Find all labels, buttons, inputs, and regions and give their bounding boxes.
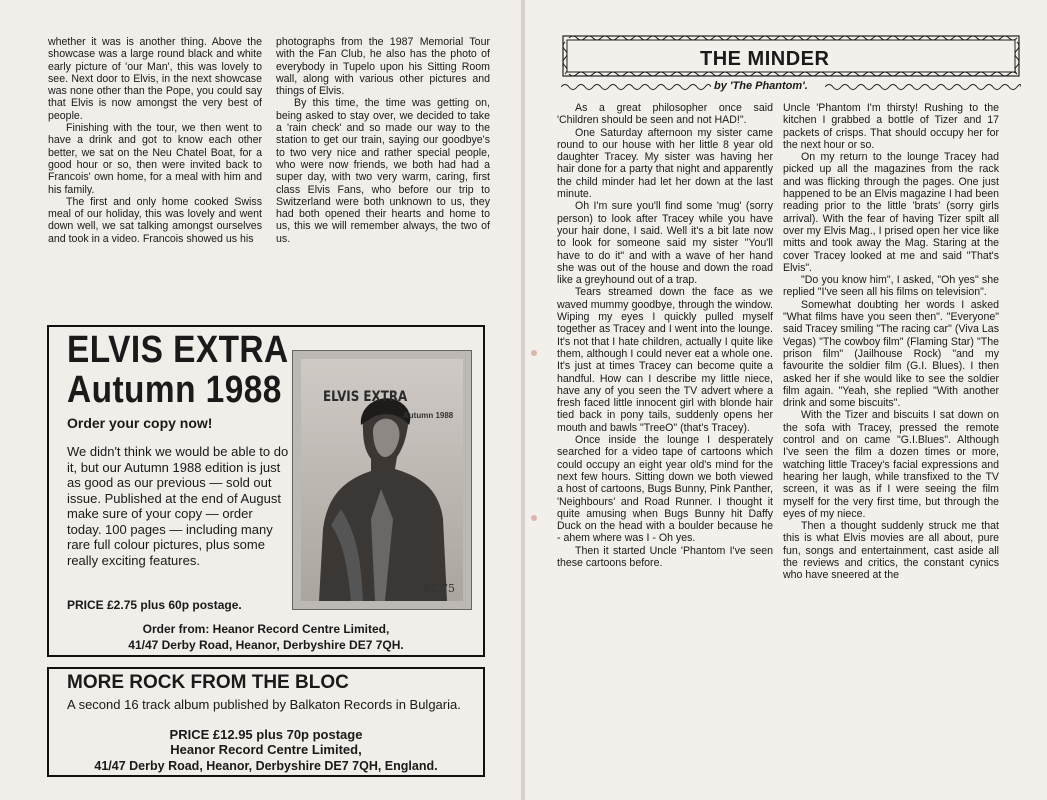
bloc-advert [47, 667, 485, 777]
elvis-extra-advert [47, 325, 485, 657]
paragraph: Oh I'm sure you'll find some 'mug' (sorry person) to look after Tracey while you have your hair done, I said. Well it's a bit late now to look for someone said my sister "You'll have to do it" and with a wave of her hand she was out of the house and down the road like a greyhound out of a trap. [557, 200, 773, 287]
paragraph: Somewhat doubting her words I asked "What films have you seen then". "Everyone" said Tracey smiling "The racing car" (Viva Las Vegas) "The cowboy film" (Flaming Star) "The prison film" (Jailhouse Rock) "and my favourite the soldier film (G.I. Blues). I then asked her if she would like to see the soldier film again. "Yeah, she replied "With another drink and some biscuits". [783, 298, 999, 410]
advert-price: PRICE £2.75 plus 60p postage. [67, 598, 242, 612]
cover-price: £2.75 [423, 582, 455, 595]
right-page [525, 0, 1047, 800]
order-now-text: Order your copy now! [67, 415, 213, 431]
right-column-1 [557, 102, 773, 569]
binding-hole [531, 350, 537, 356]
binding-hole [531, 515, 537, 521]
left-column-1 [48, 36, 262, 245]
paragraph: On my return to the lounge Tracey had picked up all the magazines from the rack and was flicking through the pages. One just happened to be an Elvis magazine I had been reading prior to the little 'brats' (sorry girls arrival). With the fear of having Tizer spilt all over my Elvis Mag., I prised open her vice like mitts and took away the Mag. Staring at the cover Tracey looked at me and said "That's Elvis". [783, 151, 999, 274]
cover-photo-area [301, 359, 463, 601]
paragraph: By this time, the time was getting on, being asked to stay over, we decided to take a 'rain check' and so made our way to the station to get our train, saying our goodbye's to two very nice and rather special people, who were now friends, we both had had a super day, with two very warm, caring, first class Elvis Fans, who before our trip to Switzerland were both unknown to us, they had both opened their hearts and home to us, this we will remember always, the two of us. [276, 97, 490, 245]
right-column-2 [783, 102, 999, 582]
left-column-2 [276, 36, 490, 245]
advert-subtitle: Autumn 1988 [67, 369, 282, 411]
cover-title: ELVIS EXTRA [323, 389, 408, 405]
magazine-cover-image [292, 350, 472, 610]
byline-chain-left [561, 82, 711, 92]
paragraph: Then a thought suddenly struck me that this is what Elvis movies are all about, pure fun, songs and entertainment, cast aside all the reviews and critics, the constant cynics who have sneered at the [783, 520, 999, 582]
byline-chain-right [825, 82, 1021, 92]
paragraph: photographs from the 1987 Memorial Tour with the Fan Club, he also has the photo of everybody in Tupelo upon his Sitting Room wall, along with various other pictures and things of Elvis. [276, 36, 490, 98]
paragraph: "Do you know him", I asked, "Oh yes" she replied "I've seen all his films on television". [783, 274, 999, 299]
article-title: THE MINDER [700, 48, 830, 70]
advert-body: A second 16 track album published by Balkaton Records in Bulgaria. [67, 697, 461, 712]
paragraph: With the Tizer and biscuits I sat down on the sofa with Tracey, pressed the remote control and on came "G.I.Blues". Although I've seen the film a dozen times or more, watching little Tracey's facial expressions and hearing her laugh, while transfixed to the TV screen, it was as if I were seeing the film myself for the very first time, but through the eyes of my niece. [783, 409, 999, 520]
paragraph: Once inside the lounge I desperately searched for a video tape of cartoons which could occupy an eight year old's mind for the next few hours. Sitting down we both viewed a host of cartoons, Bugs Bunny, Pink Panther, 'Neighbours' and Road Runner. I thought it quite amusing when Bugs Bunny hit Daffy Duck on the head with a boulder because he - ahem where was I - Oh yes. [557, 434, 773, 545]
order-from-line2: 41/47 Derby Road, Heanor, Derbyshire DE7 7QH. [128, 638, 404, 652]
paragraph: Then it started Uncle 'Phantom I've seen these cartoons before. [557, 544, 773, 569]
advert-company: Heanor Record Centre Limited, [170, 742, 362, 757]
advert-address: 41/47 Derby Road, Heanor, Derbyshire DE7 7QH, England. [94, 759, 438, 773]
advert-price: PRICE £12.95 plus 70p postage [169, 727, 363, 742]
order-from-line1: Order from: Heanor Record Centre Limited, [142, 622, 390, 636]
article-byline: by 'The Phantom'. [714, 80, 808, 92]
advert-title: ELVIS EXTRA [67, 329, 289, 371]
advert-title: MORE ROCK FROM THE BLOC [67, 672, 349, 693]
paragraph: As a great philosopher once said 'Children should be seen and not HAD!". [557, 102, 773, 127]
paragraph: The first and only home cooked Swiss meal of our holiday, this was lovely and went down well, we sat talking amongst ourselves and took in a video. Francois showed us his [48, 195, 262, 245]
paragraph: Tears streamed down the face as we waved mummy goodbye, through the window. Wiping my eyes I quickly pulled myself together as Tracey and I went into the lounge. It's not that I hate children, actually I quite like them, although I could never eat a whole one. It's just at times Tracey can become quite a handful. How can I describe my little niece, have any of you seen the TV advert where a fresh faced little innocent girl with blonde hair tied back in pony tails, suddenly opens her mouth and bawls "TreeO" (that's Tracey). [557, 286, 773, 434]
paragraph: whether it was is another thing. Above the showcase was a large round black and white early picture of 'our Man', this was lovely to see. Next door to Elvis, in the next showcase was none other than the Pope, you could say that Elvis is now amongst the very best of people. [48, 36, 262, 122]
paragraph: Uncle 'Phantom I'm thirsty! Rushing to the kitchen I grabbed a bottle of Tizer and 17 packets of crisps. That should occupy her for the next hour or so. [783, 102, 999, 151]
paragraph: One Saturday afternoon my sister came round to our house with her little 8 year old daughter Tracey. My sister was having her hair done for a party that night and apparently the child minder had let her down at the last minute. [557, 126, 773, 201]
cover-subtitle: Autumn 1988 [403, 411, 454, 420]
left-page [0, 0, 521, 800]
paragraph: Finishing with the tour, we then went to have a drink and got to know each other better, we sat on the Neu Chatel Boat, for a good hour or so, then were invited back to Francois' own home, for a meal with him and his family. [48, 122, 262, 196]
advert-body: We didn't think we would be able to do it, but our Autumn 1988 edition is just as good as our previous — sold out issue. Published at the end of August make sure of your copy — order today. 100 pages — including many rare full colour pictures, plus some really exciting features. [67, 444, 289, 568]
